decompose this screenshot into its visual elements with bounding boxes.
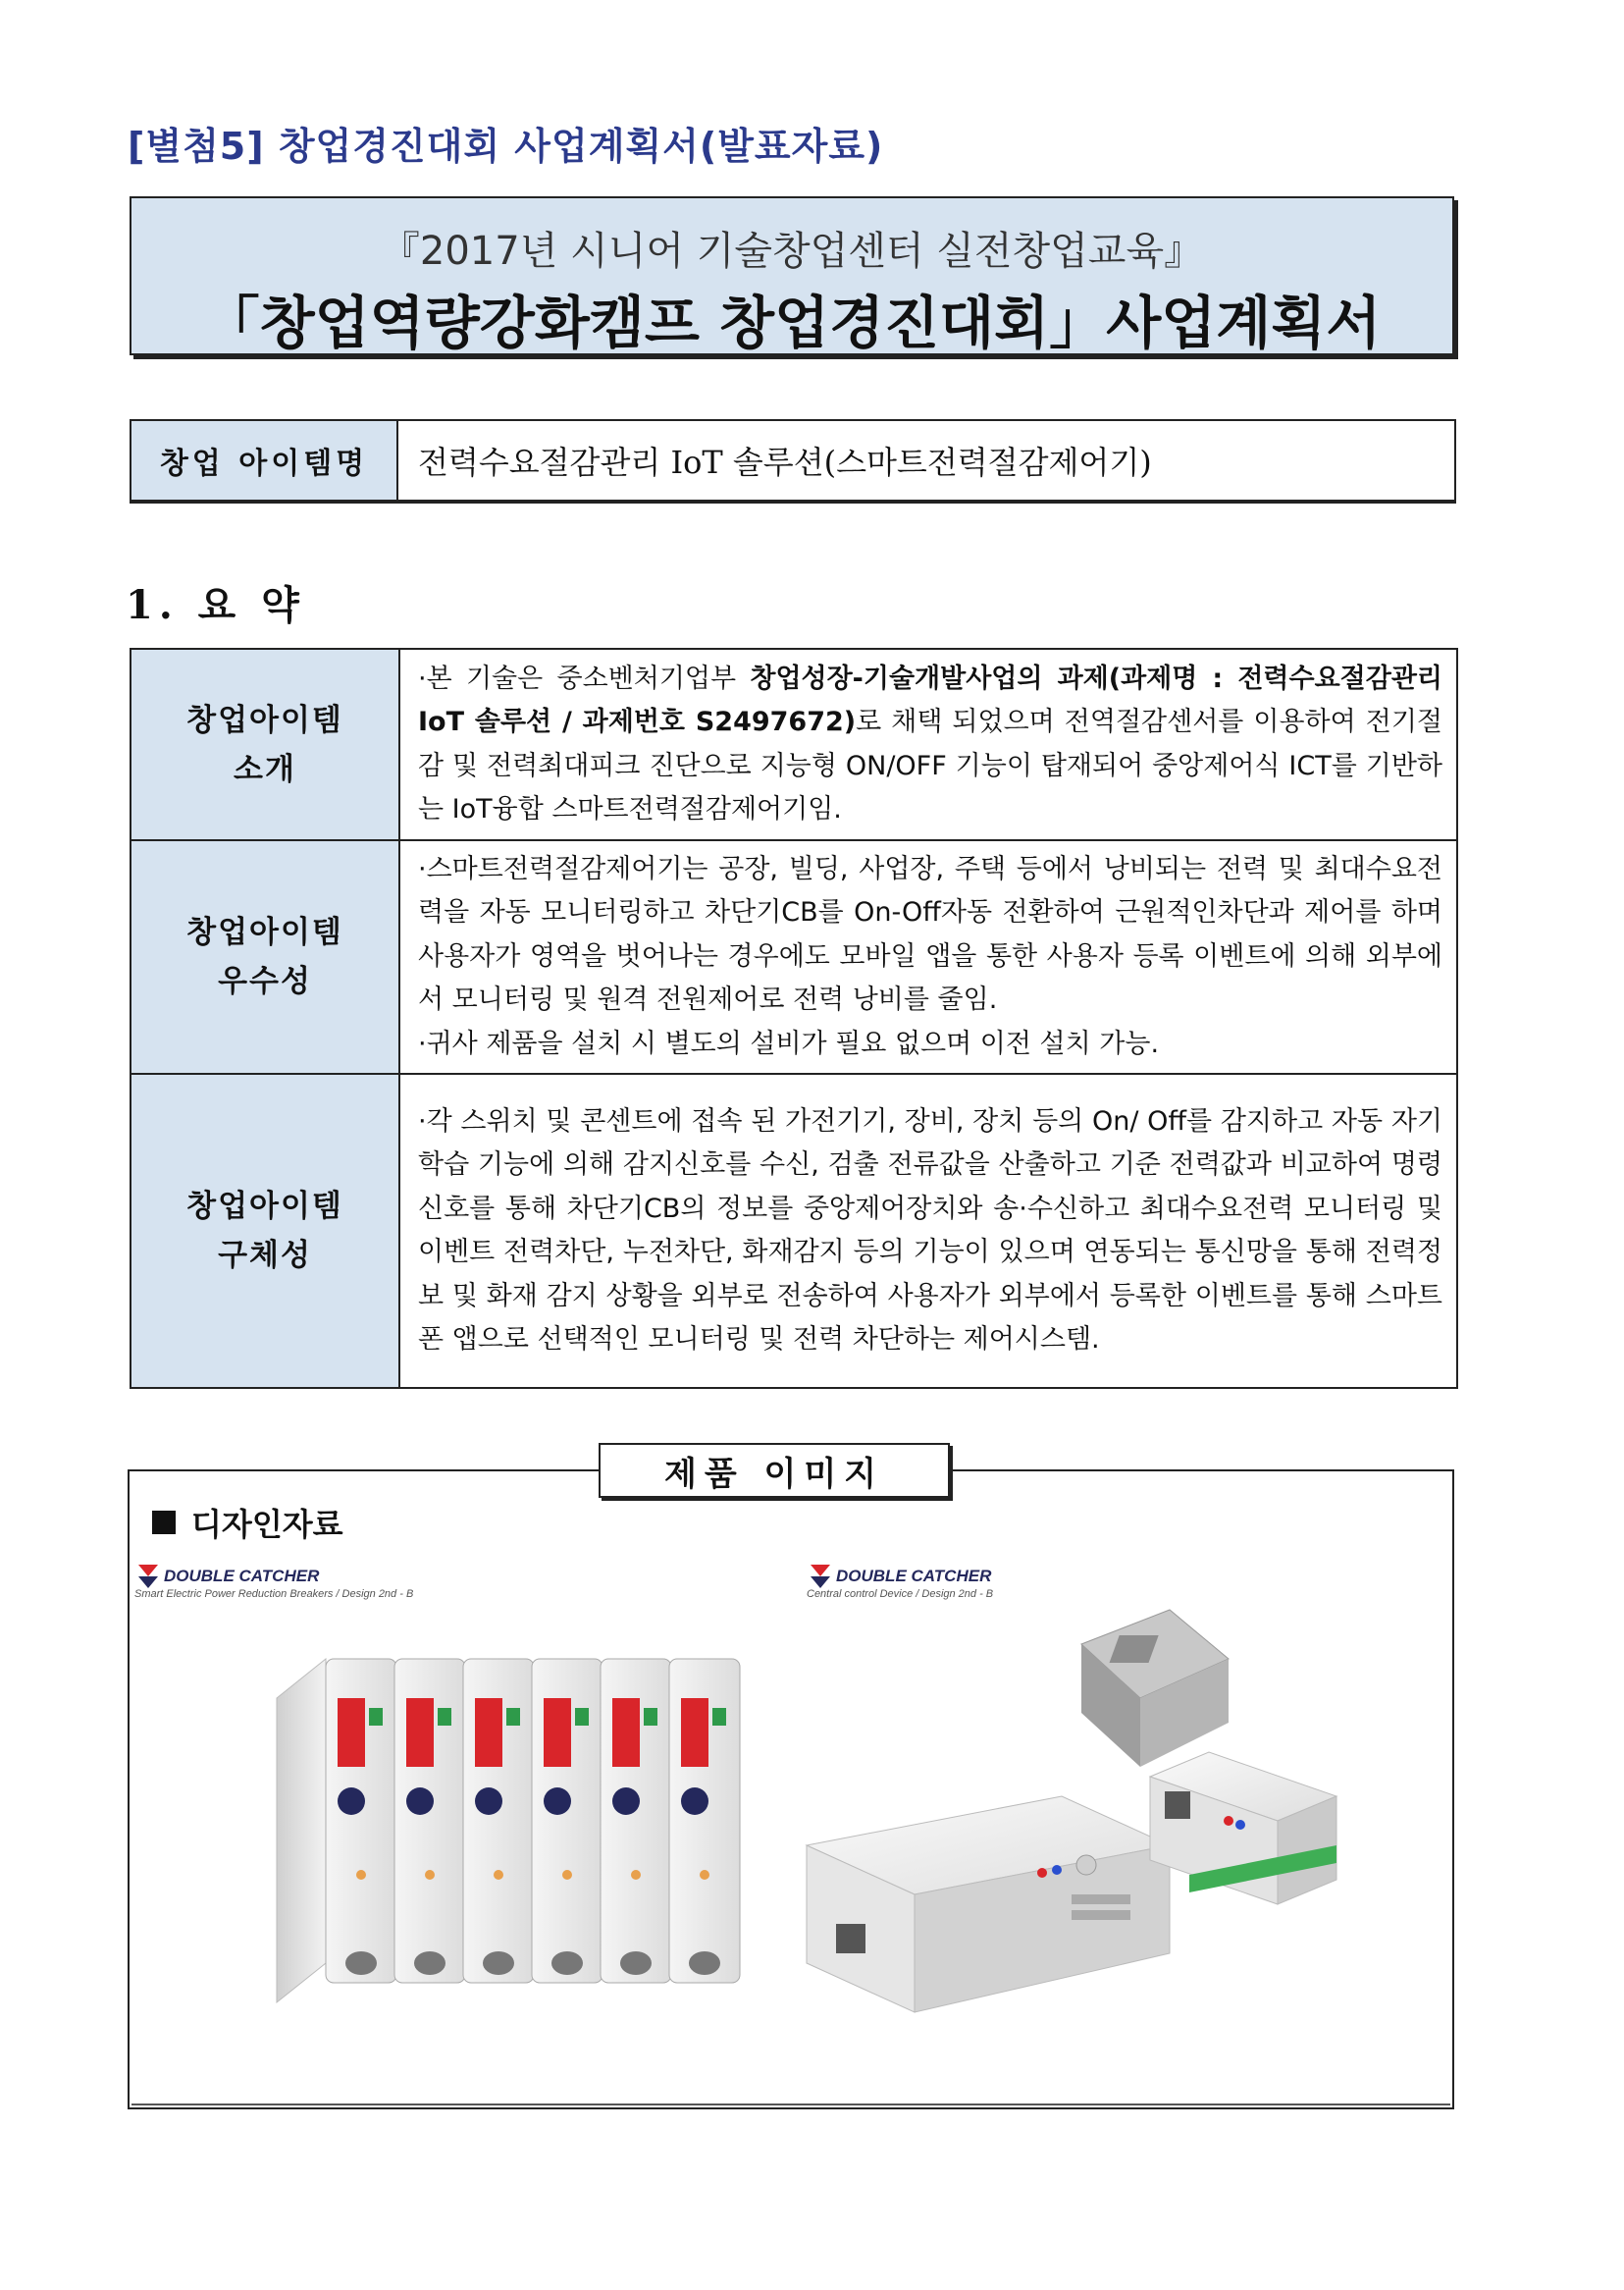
title-heading: 「창업역량강화캠프 창업경진대회」사업계획서: [202, 290, 1382, 356]
breaker-unit: [394, 1659, 465, 1983]
summary-text-para: ·스마트전력절감제어기는 공장, 빌딩, 사업장, 주택 등에서 낭비되는 전력 및 최대수요전력을 자동 모니터링하고 차단기CB를 On-Off자동 전환하여 근원적인차단과 제어를 하며 사용자가 영역을 벗어나는 경우에도 모바일 앱을 통한 사용자 등록 이벤트에 의해 외부에서 모니터링 및 원격 전원제어로 전력 낭비를 줄임.: [418, 853, 1442, 1016]
breaker-unit: [326, 1659, 396, 1983]
summary-row-excellence: [131, 840, 1457, 1074]
section-heading: 1. 요 약: [126, 582, 305, 628]
attachment-title: [별첨5] 창업경진대회 사업계획서(발표자료): [128, 125, 884, 168]
summary-label-line: 창업아이템: [186, 1189, 343, 1224]
summary-text-part: ·본 기술은 중소벤처기업부: [418, 663, 751, 694]
summary-table: [130, 648, 1458, 1389]
design-label-text: 디자인자료: [191, 1506, 343, 1543]
summary-text-excellence: [399, 840, 1457, 1074]
summary-row-concreteness: [131, 1074, 1457, 1388]
item-name-label: 창업 아이템명: [131, 421, 398, 500]
summary-label-line: 우수성: [218, 964, 312, 999]
summary-label-intro: [131, 649, 399, 840]
item-name-table: [130, 419, 1456, 504]
breaker-unit: [532, 1659, 602, 1983]
left-brand-name: DOUBLE CATCHER: [164, 1567, 320, 1585]
product-images: [130, 1551, 1452, 2105]
summary-label-line: 소개: [234, 751, 296, 787]
left-brand-subtitle: Smart Electric Power Reduction Breakers / Design 2nd - B: [134, 1588, 414, 1600]
design-label: [152, 1500, 343, 1545]
summary-label-line: 구체성: [218, 1238, 312, 1273]
summary-text-part: 로 채택 되었으며 전역절감센서를 이용하여 전기절감 및 전력최대피크 진단으로 지능형 ON/OFF 기능이 탑재되어 중앙제어식 ICT를 기반하는 IoT융합 스마트전력절감제어기임.: [418, 707, 1442, 825]
product-illustration: [130, 1551, 1452, 2105]
summary-text-para: ·귀사 제품을 설치 시 별도의 설비가 필요 없으며 이전 설치 가능.: [418, 1028, 1160, 1059]
breaker-unit: [463, 1659, 534, 1983]
item-name-value: 전력수요절감관리 IoT 솔루션(스마트전력절감제어기): [418, 444, 1152, 481]
square-bullet-icon: [152, 1511, 176, 1534]
title-subheading: 『2017년 시니어 기술창업센터 실전창업교육』: [380, 229, 1204, 274]
product-image-tag: 제품 이미지: [599, 1443, 950, 1498]
summary-label-concreteness: [131, 1074, 399, 1388]
title-box: [130, 196, 1454, 355]
summary-text-bold: 창업성장-기술개발사업의 과제(과제명 : 전력수요절감관리 IoT 솔루션 / 과제번호 S2497672): [418, 663, 1442, 737]
breaker-group: [277, 1659, 740, 2002]
summary-row-intro: [131, 649, 1457, 840]
right-brand-subtitle: Central control Device / Design 2nd - B: [807, 1588, 994, 1600]
summary-label-line: 창업아이템: [186, 702, 343, 738]
right-brand-name: DOUBLE CATCHER: [836, 1567, 992, 1585]
breaker-unit: [669, 1659, 740, 1983]
central-device-group: [807, 1610, 1336, 2012]
summary-text-intro: [399, 649, 1457, 840]
summary-label-line: 창업아이템: [186, 915, 343, 950]
summary-text-concreteness: ·각 스위치 및 콘센트에 접속 된 가전기기, 장비, 장치 등의 On/ Off를 감지하고 자동 자기학습 기능에 의해 감지신호를 수신, 검출 전류값을 산출하고 기준 전력값과 비교하여 명령 신호를 통해 차단기CB의 정보를 중앙제어장치와 송·수신하고 최대수요전력 모니터링 및 이벤트 전력차단, 누전차단, 화재감지 등의 기능이 있으며 연동되는 통신망을 통해 전력정보 및 화재 감지 상황을 외부로 전송하여 사용자가 외부에서 등록한 이벤트를 통해 스마트폰 앱으로 선택적인 모니터링 및 전력 차단하는 제어시스템.: [399, 1074, 1457, 1388]
breaker-unit: [601, 1659, 671, 1983]
summary-label-excellence: [131, 840, 399, 1074]
